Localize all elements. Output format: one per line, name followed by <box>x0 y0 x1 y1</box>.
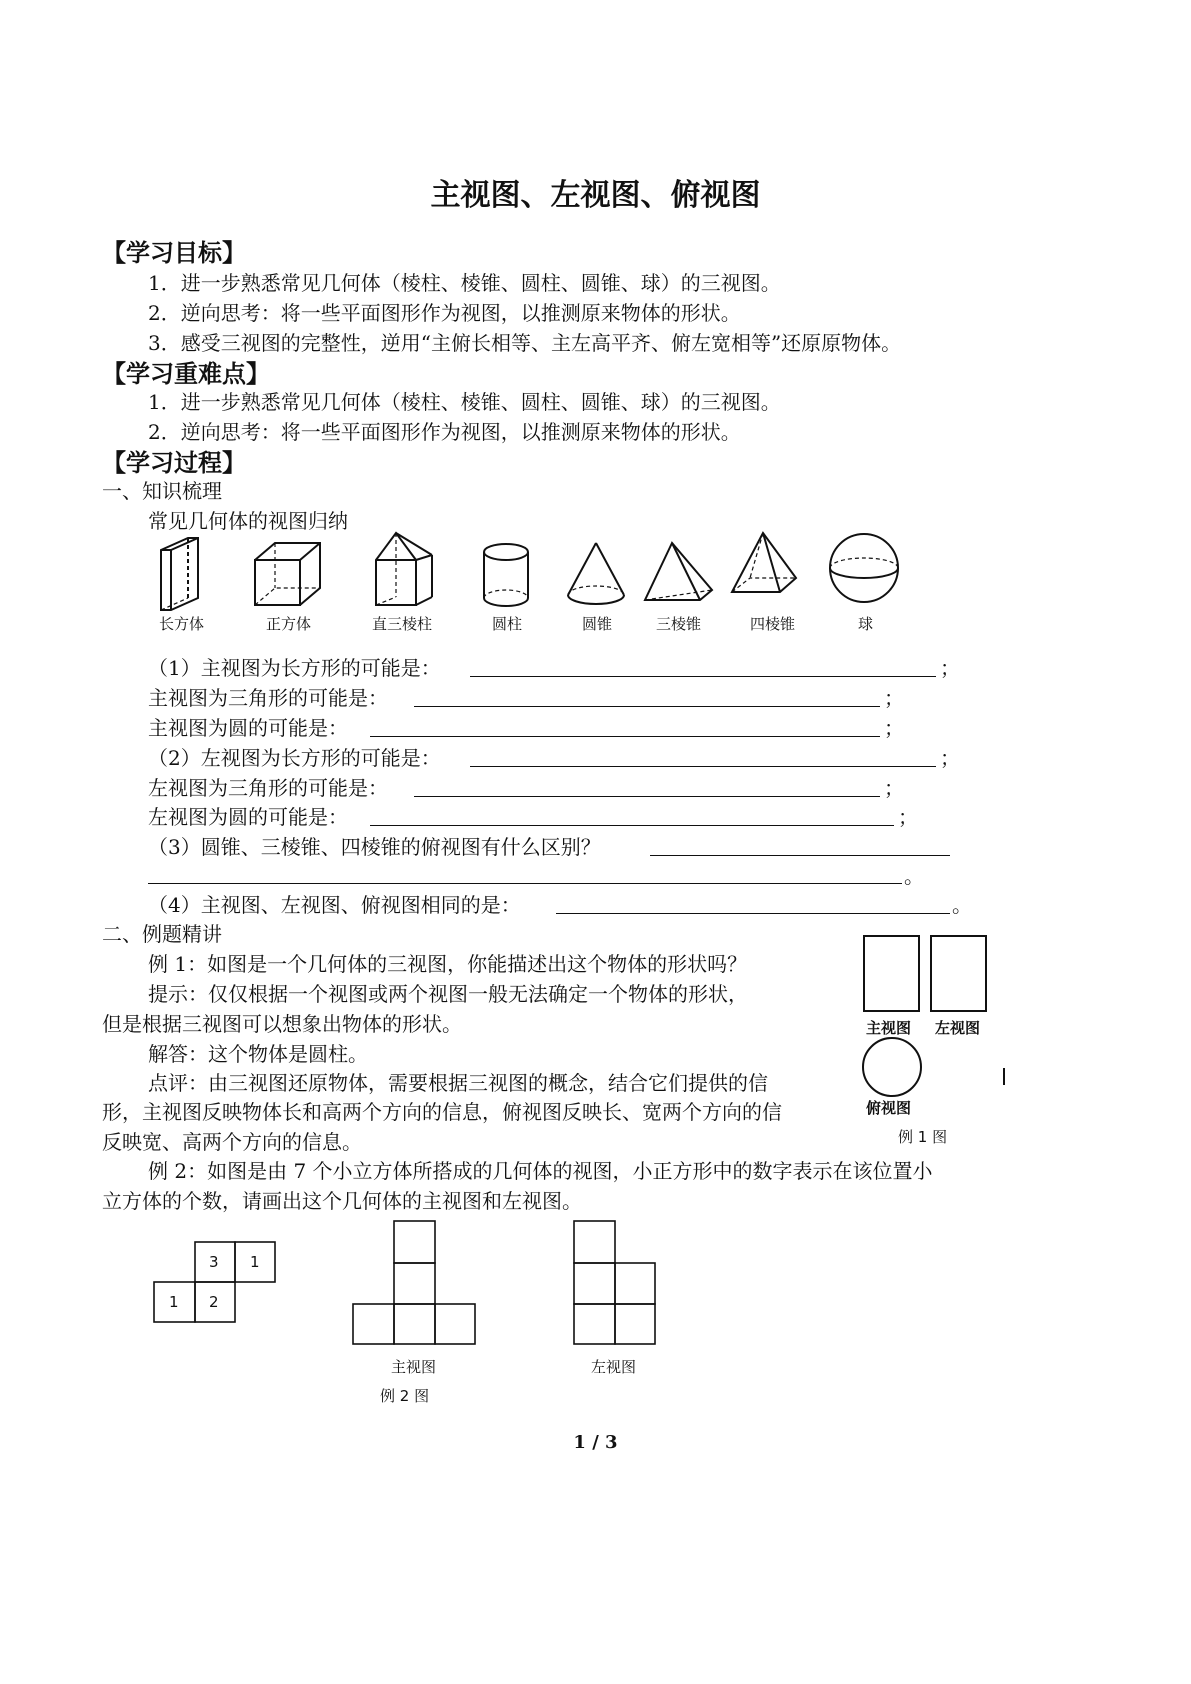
example1-answer: 解答：这个物体是圆柱。 <box>148 1042 368 1066</box>
question-end: 。 <box>952 893 972 917</box>
fig1-front-label: 主视图 <box>866 1019 912 1037</box>
part1-subtitle: 常见几何体的视图归纳 <box>148 509 348 533</box>
shape-label: 圆锥 <box>582 615 613 633</box>
example1-hint: 但是根据三视图可以想象出物体的形状。 <box>102 1012 462 1036</box>
answer-blank[interactable] <box>650 855 950 856</box>
shape-label: 直三棱柱 <box>372 615 433 633</box>
question-end: ； <box>884 686 904 710</box>
square-pyramid-drawing <box>732 533 796 592</box>
example1-question: 例 1：如图是一个几何体的三视图，你能描述出这个物体的形状吗？ <box>148 952 748 976</box>
example1-comment: 反映宽、高两个方向的信息。 <box>102 1130 362 1154</box>
question-end: 。 <box>904 864 924 888</box>
fig2-front-label: 主视图 <box>391 1358 437 1376</box>
fig1-left-label: 左视图 <box>935 1019 981 1037</box>
question-text: 左视图为圆的可能是： <box>148 805 348 829</box>
shape-label: 长方体 <box>159 615 205 633</box>
triangular-pyramid-drawing <box>645 543 712 600</box>
fig1-top-label: 俯视图 <box>866 1097 1021 1118</box>
cylinder-drawing <box>484 544 528 606</box>
shape-label: 圆柱 <box>492 615 523 633</box>
answer-blank[interactable] <box>470 766 936 767</box>
key-point-item: 2．逆向思考：将一些平面图形作为视图，以推测原来物体的形状。 <box>148 420 741 444</box>
example1-hint: 提示：仅仅根据一个视图或两个视图一般无法确定一个物体的形状， <box>148 982 748 1006</box>
shape-label: 正方体 <box>266 615 312 633</box>
question-text: （3）圆锥、三棱锥、四棱锥的俯视图有什么区别？ <box>148 835 601 859</box>
question-text: （1）主视图为长方形的可能是： <box>148 656 441 680</box>
shape-label: 球 <box>858 615 874 633</box>
grid-number: 2 <box>209 1293 219 1311</box>
process-header: 【学习过程】 <box>102 449 246 477</box>
answer-blank[interactable] <box>556 913 950 914</box>
key-points-header: 【学习重难点】 <box>102 360 270 388</box>
answer-blank[interactable] <box>370 825 894 826</box>
question-end: ； <box>940 656 960 680</box>
part1-title: 一、知识梳理 <box>102 479 222 503</box>
question-end: ； <box>884 776 904 800</box>
page-number: 1 / 3 <box>573 1432 618 1453</box>
grid-number: 3 <box>209 1253 219 1271</box>
key-point-item: 1．进一步熟悉常见几何体（棱柱、棱锥、圆柱、圆锥、球）的三视图。 <box>148 390 781 414</box>
question-text: 主视图为三角形的可能是： <box>148 686 388 710</box>
question-text: （4）主视图、左视图、俯视图相同的是： <box>148 893 521 917</box>
fig1-caption: 例 1 图 <box>898 1128 948 1146</box>
answer-blank[interactable] <box>148 883 902 884</box>
grid-number: 1 <box>169 1293 179 1311</box>
triangular-prism-drawing <box>376 533 432 605</box>
objectives-header: 【学习目标】 <box>102 239 246 267</box>
fig2-left-label: 左视图 <box>591 1358 637 1376</box>
cuboid-drawing <box>161 538 198 610</box>
example1-comment: 形，主视图反映物体长和高两个方向的信息，俯视图反映长、宽两个方向的信 <box>102 1100 782 1124</box>
question-end: ； <box>898 805 918 829</box>
objective-item: 3．感受三视图的完整性，逆用“主俯长相等、主左高平齐、俯左宽相等”还原原物体。 <box>148 331 902 355</box>
objective-item: 2．逆向思考：将一些平面图形作为视图，以推测原来物体的形状。 <box>148 301 741 325</box>
question-text: 主视图为圆的可能是： <box>148 716 348 740</box>
cube-drawing <box>255 543 320 605</box>
page-title: 主视图、左视图、俯视图 <box>430 178 761 213</box>
question-end: ； <box>884 716 904 740</box>
answer-blank[interactable] <box>414 796 880 797</box>
question-text: 左视图为三角形的可能是： <box>148 776 388 800</box>
question-text: （2）左视图为长方形的可能是： <box>148 746 441 770</box>
question-end: ； <box>940 746 960 770</box>
cone-drawing <box>568 543 624 604</box>
grid-number: 1 <box>250 1253 260 1271</box>
answer-blank[interactable] <box>470 676 936 677</box>
example1-comment: 点评：由三视图还原物体，需要根据三视图的概念，结合它们提供的信 <box>148 1071 768 1095</box>
objective-item: 1．进一步熟悉常见几何体（棱柱、棱锥、圆柱、圆锥、球）的三视图。 <box>148 271 781 295</box>
example2-question: 例 2：如图是由 7 个小立方体所搭成的几何体的视图，小正方形中的数字表示在该位置小 <box>148 1159 933 1183</box>
shape-label: 三棱锥 <box>656 615 702 633</box>
answer-blank[interactable] <box>370 736 880 737</box>
part2-title: 二、例题精讲 <box>102 922 222 946</box>
example2-question: 立方体的个数，请画出这个几何体的主视图和左视图。 <box>102 1189 582 1213</box>
sphere-drawing <box>830 534 898 602</box>
fig2-caption: 例 2 图 <box>380 1387 430 1405</box>
answer-blank[interactable] <box>414 706 880 707</box>
shape-label: 四棱锥 <box>750 615 796 633</box>
